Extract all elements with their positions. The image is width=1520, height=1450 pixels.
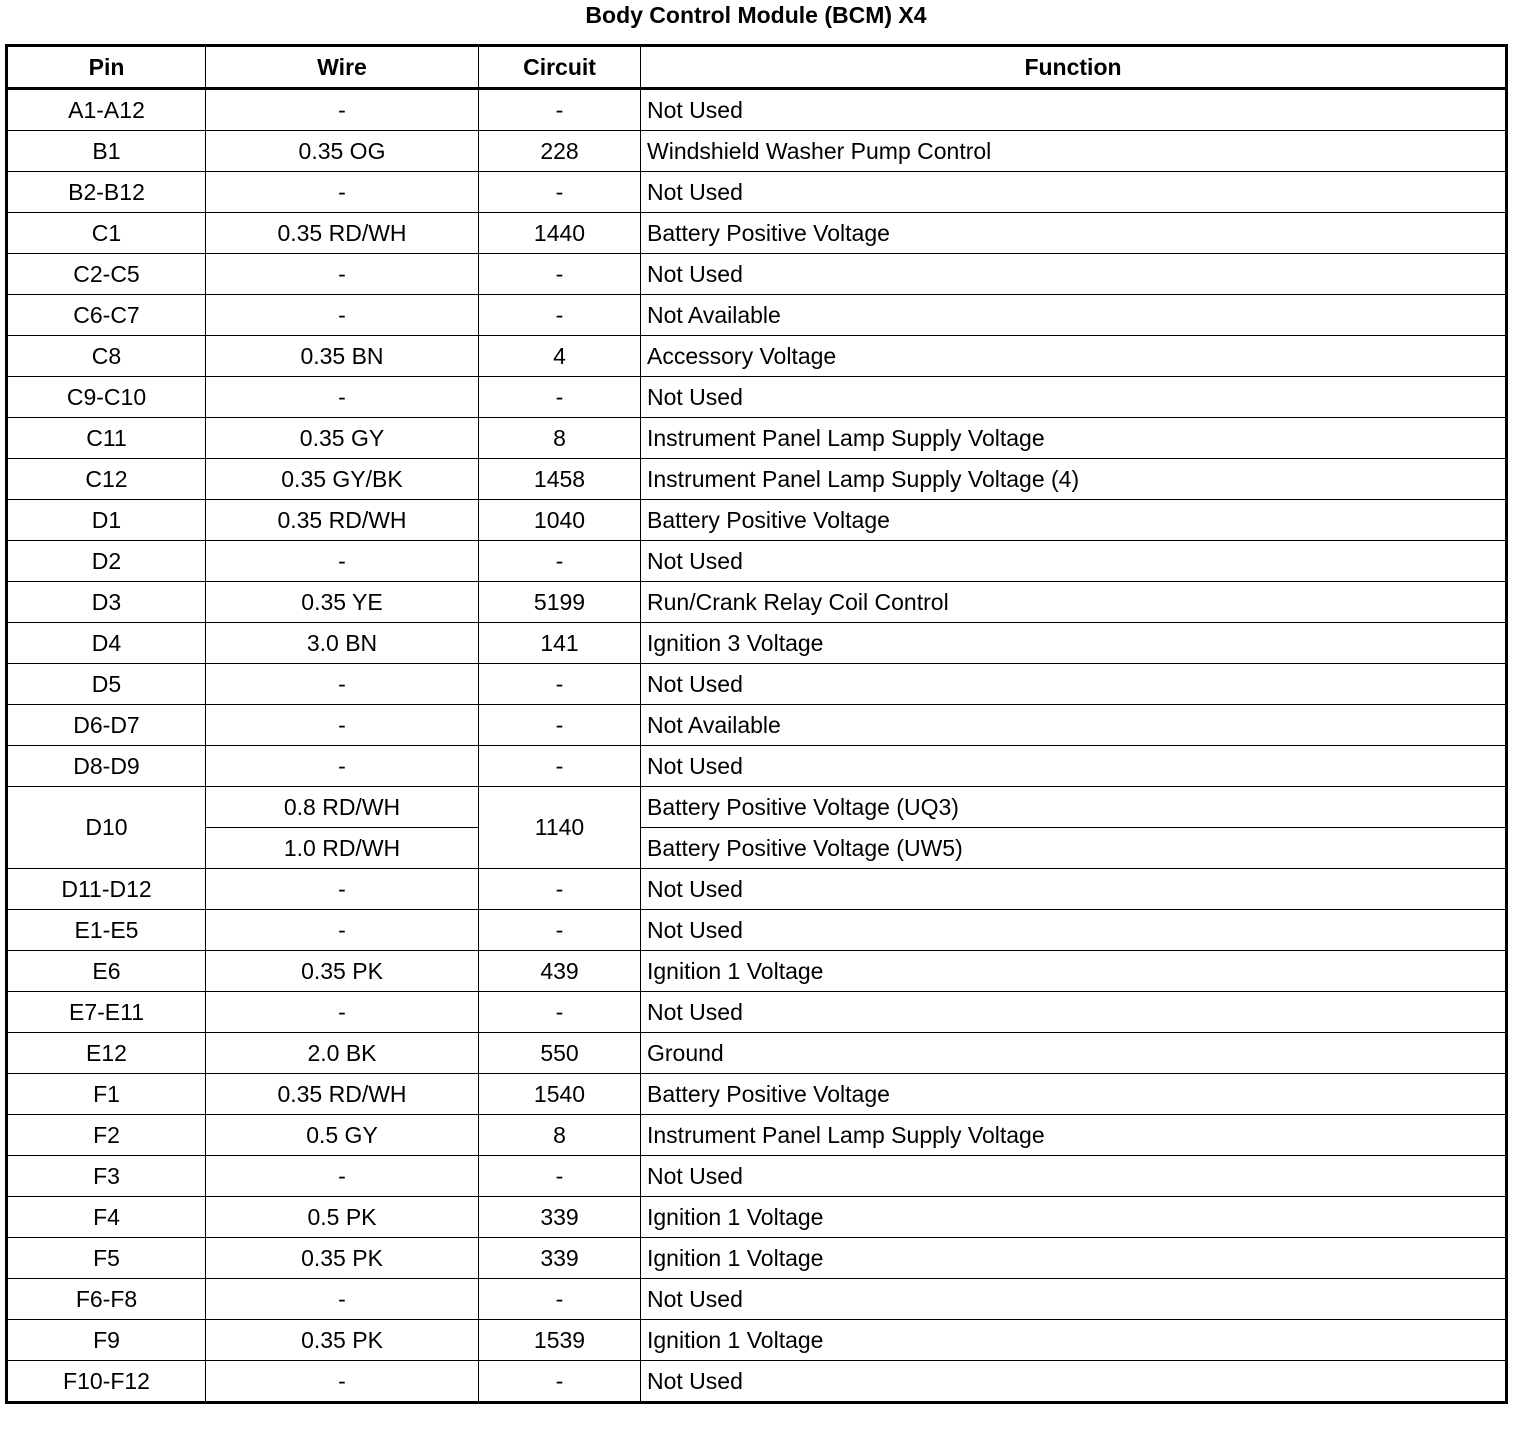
pin-cell: D1 [7, 500, 206, 541]
function-cell: Not Used [641, 1361, 1507, 1403]
circuit-cell: 439 [479, 951, 641, 992]
table-row [7, 582, 1507, 623]
function-cell: Not Available [641, 295, 1507, 336]
wire-cell: - [206, 172, 479, 213]
connector-pin-table [5, 44, 1508, 1404]
pin-cell: F5 [7, 1238, 206, 1279]
circuit-cell: 8 [479, 1115, 641, 1156]
pin-cell: E7-E11 [7, 992, 206, 1033]
function-cell: Instrument Panel Lamp Supply Voltage (4) [641, 459, 1507, 500]
wire-cell: - [206, 377, 479, 418]
circuit-cell: 8 [479, 418, 641, 459]
wire-cell: - [206, 869, 479, 910]
circuit-cell: 5199 [479, 582, 641, 623]
pin-cell: D5 [7, 664, 206, 705]
wire-cell: - [206, 746, 479, 787]
function-cell: Battery Positive Voltage [641, 213, 1507, 254]
circuit-cell: 1040 [479, 500, 641, 541]
function-cell: Ignition 1 Voltage [641, 1238, 1507, 1279]
pin-cell: C6-C7 [7, 295, 206, 336]
pin-cell: D2 [7, 541, 206, 582]
function-cell: Not Used [641, 254, 1507, 295]
pin-cell: F10-F12 [7, 1361, 206, 1403]
pin-cell: C8 [7, 336, 206, 377]
column-header-pin: Pin [7, 46, 206, 89]
table-row [7, 992, 1507, 1033]
function-cell: Windshield Washer Pump Control [641, 131, 1507, 172]
function-cell: Not Used [641, 541, 1507, 582]
circuit-cell: 1140 [479, 787, 641, 869]
circuit-cell: - [479, 746, 641, 787]
table-row [7, 89, 1507, 131]
wire-cell: - [206, 541, 479, 582]
pin-cell: F4 [7, 1197, 206, 1238]
pin-cell: D11-D12 [7, 869, 206, 910]
table-row [7, 787, 1507, 828]
table-row [7, 910, 1507, 951]
table-body [7, 89, 1507, 1403]
function-cell: Ignition 1 Voltage [641, 951, 1507, 992]
function-cell: Not Used [641, 172, 1507, 213]
table-row [7, 1033, 1507, 1074]
pin-cell: F6-F8 [7, 1279, 206, 1320]
table-row [7, 459, 1507, 500]
table-row [7, 377, 1507, 418]
table-row [7, 172, 1507, 213]
wire-cell: - [206, 992, 479, 1033]
pin-cell: E1-E5 [7, 910, 206, 951]
table-row [7, 295, 1507, 336]
circuit-cell: - [479, 664, 641, 705]
function-cell: Instrument Panel Lamp Supply Voltage [641, 418, 1507, 459]
function-cell: Accessory Voltage [641, 336, 1507, 377]
wire-cell: 2.0 BK [206, 1033, 479, 1074]
circuit-cell: - [479, 992, 641, 1033]
pin-cell: D6-D7 [7, 705, 206, 746]
wire-cell: 0.35 BN [206, 336, 479, 377]
wire-cell: 0.35 RD/WH [206, 1074, 479, 1115]
circuit-cell: 4 [479, 336, 641, 377]
table-row [7, 418, 1507, 459]
function-cell: Battery Positive Voltage [641, 500, 1507, 541]
function-cell: Not Used [641, 746, 1507, 787]
function-cell: Battery Positive Voltage [641, 1074, 1507, 1115]
circuit-cell: 1440 [479, 213, 641, 254]
pin-cell: C9-C10 [7, 377, 206, 418]
function-cell: Instrument Panel Lamp Supply Voltage [641, 1115, 1507, 1156]
wire-cell: - [206, 1279, 479, 1320]
table-row [7, 828, 1507, 869]
wire-cell: 0.35 PK [206, 951, 479, 992]
table-row [7, 1361, 1507, 1403]
table-row [7, 131, 1507, 172]
pin-cell: C1 [7, 213, 206, 254]
circuit-cell: - [479, 295, 641, 336]
function-cell: Not Used [641, 89, 1507, 131]
wire-cell: - [206, 705, 479, 746]
wire-cell: 0.35 YE [206, 582, 479, 623]
function-cell: Not Used [641, 1156, 1507, 1197]
wire-cell: - [206, 295, 479, 336]
circuit-cell: - [479, 377, 641, 418]
function-cell: Battery Positive Voltage (UQ3) [641, 787, 1507, 828]
table-row [7, 1074, 1507, 1115]
wire-cell: 0.35 PK [206, 1238, 479, 1279]
wire-cell: 0.35 RD/WH [206, 213, 479, 254]
circuit-cell: - [479, 1156, 641, 1197]
wire-cell: - [206, 1156, 479, 1197]
circuit-cell: - [479, 1361, 641, 1403]
pin-cell: B2-B12 [7, 172, 206, 213]
table-row [7, 541, 1507, 582]
wire-cell: - [206, 664, 479, 705]
circuit-cell: - [479, 1279, 641, 1320]
pin-cell: C12 [7, 459, 206, 500]
column-header-wire: Wire [206, 46, 479, 89]
table-row [7, 1197, 1507, 1238]
table-row [7, 1115, 1507, 1156]
wire-cell: 0.35 RD/WH [206, 500, 479, 541]
circuit-cell: 228 [479, 131, 641, 172]
pin-cell: D4 [7, 623, 206, 664]
circuit-cell: 550 [479, 1033, 641, 1074]
table-row [7, 664, 1507, 705]
pin-cell: F9 [7, 1320, 206, 1361]
circuit-cell: - [479, 910, 641, 951]
pin-cell: D8-D9 [7, 746, 206, 787]
circuit-cell: - [479, 705, 641, 746]
function-cell: Not Used [641, 992, 1507, 1033]
circuit-cell: 1539 [479, 1320, 641, 1361]
page-title: Body Control Module (BCM) X4 [585, 2, 927, 28]
wire-cell: - [206, 89, 479, 131]
table-row [7, 500, 1507, 541]
wire-cell: 0.35 GY/BK [206, 459, 479, 500]
wire-cell: - [206, 254, 479, 295]
circuit-cell: 1458 [479, 459, 641, 500]
circuit-cell: - [479, 541, 641, 582]
pin-cell: E12 [7, 1033, 206, 1074]
pin-cell: E6 [7, 951, 206, 992]
wire-cell: 0.8 RD/WH [206, 787, 479, 828]
pin-cell: F1 [7, 1074, 206, 1115]
table-row [7, 869, 1507, 910]
pin-cell: A1-A12 [7, 89, 206, 131]
circuit-cell: - [479, 89, 641, 131]
wire-cell: - [206, 1361, 479, 1403]
table-row [7, 746, 1507, 787]
pin-cell: C2-C5 [7, 254, 206, 295]
column-header-function: Function [641, 46, 1507, 89]
table-row [7, 254, 1507, 295]
table-row [7, 213, 1507, 254]
table-header-row [7, 46, 1507, 89]
pin-cell: D10 [7, 787, 206, 869]
function-cell: Not Used [641, 1279, 1507, 1320]
function-cell: Not Used [641, 377, 1507, 418]
circuit-cell: - [479, 869, 641, 910]
pin-cell: F2 [7, 1115, 206, 1156]
function-cell: Not Used [641, 910, 1507, 951]
table-row [7, 1238, 1507, 1279]
function-cell: Run/Crank Relay Coil Control [641, 582, 1507, 623]
circuit-cell: - [479, 254, 641, 295]
circuit-cell: 1540 [479, 1074, 641, 1115]
pin-cell: F3 [7, 1156, 206, 1197]
function-cell: Not Available [641, 705, 1507, 746]
wire-cell: 3.0 BN [206, 623, 479, 664]
circuit-cell: 141 [479, 623, 641, 664]
wire-cell: 0.35 PK [206, 1320, 479, 1361]
circuit-cell: - [479, 172, 641, 213]
pin-cell: B1 [7, 131, 206, 172]
table-row [7, 951, 1507, 992]
table-row [7, 705, 1507, 746]
wire-cell: 1.0 RD/WH [206, 828, 479, 869]
function-cell: Ignition 3 Voltage [641, 623, 1507, 664]
wire-cell: 0.5 PK [206, 1197, 479, 1238]
table-row [7, 1279, 1507, 1320]
function-cell: Ground [641, 1033, 1507, 1074]
table-row [7, 336, 1507, 377]
function-cell: Not Used [641, 869, 1507, 910]
wire-cell: 0.5 GY [206, 1115, 479, 1156]
pin-cell: C11 [7, 418, 206, 459]
table-row [7, 623, 1507, 664]
circuit-cell: 339 [479, 1197, 641, 1238]
table-row [7, 1156, 1507, 1197]
wire-cell: 0.35 GY [206, 418, 479, 459]
wire-cell: 0.35 OG [206, 131, 479, 172]
function-cell: Not Used [641, 664, 1507, 705]
wire-cell: - [206, 910, 479, 951]
table-row [7, 1320, 1507, 1361]
column-header-circuit: Circuit [479, 46, 641, 89]
circuit-cell: 339 [479, 1238, 641, 1279]
function-cell: Ignition 1 Voltage [641, 1320, 1507, 1361]
function-cell: Battery Positive Voltage (UW5) [641, 828, 1507, 869]
pin-cell: D3 [7, 582, 206, 623]
function-cell: Ignition 1 Voltage [641, 1197, 1507, 1238]
